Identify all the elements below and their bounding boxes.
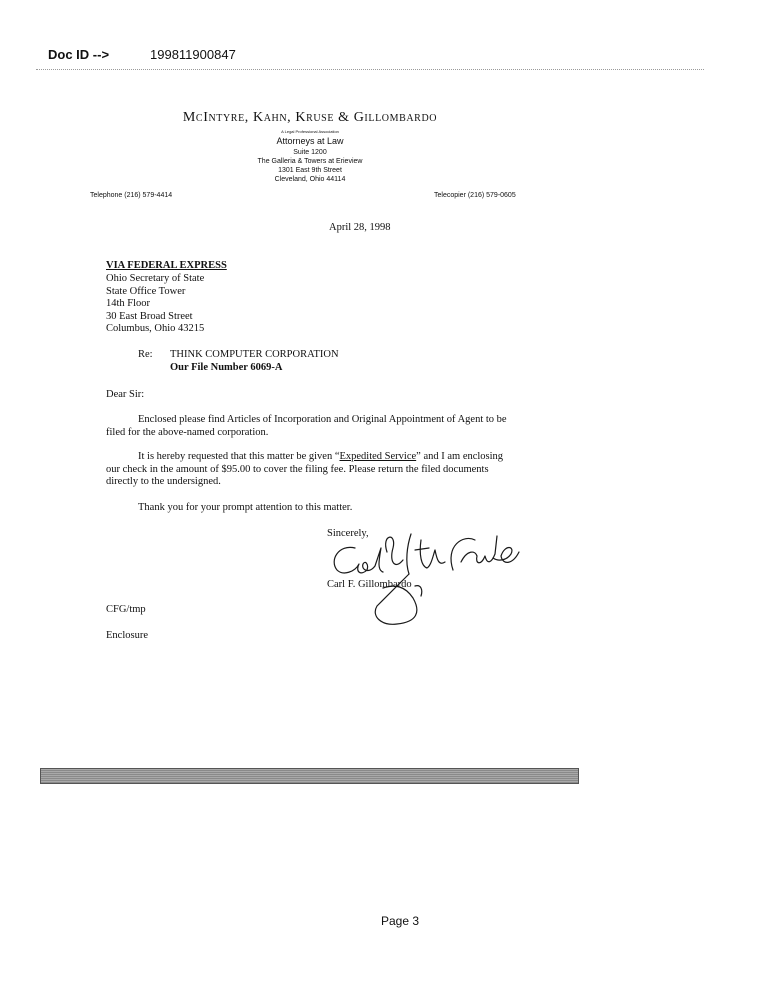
- doc-id-value: 199811900847: [150, 47, 236, 62]
- firm-address-line: The Galleria & Towers at Erieview: [257, 158, 363, 165]
- recipient-line: 30 East Broad Street: [106, 310, 193, 322]
- paragraph-request: [106, 451, 503, 489]
- paragraph-thanks: Thank you for your prompt attention to this matter.: [138, 502, 353, 513]
- recipient-line: Ohio Secretary of State: [106, 273, 205, 284]
- delivery-method: VIA FEDERAL EXPRESS: [106, 260, 227, 271]
- paragraph-text: It is hereby requested that this matter be given “: [138, 451, 340, 462]
- firm-association: A Legal Professional Association: [281, 129, 339, 134]
- paragraph-line: our check in the amount of $95.00 to cover the filing fee. Please return the filed documents: [106, 463, 489, 475]
- re-label: Re:: [138, 349, 153, 360]
- firm-address-line: Cleveland, Ohio 44114: [274, 176, 346, 183]
- recipient-line: 14th Floor: [106, 298, 151, 309]
- redaction-bar: [40, 768, 579, 784]
- paragraph-enclosed: [106, 414, 507, 439]
- firm-name: McIntyre, Kahn, Kruse & Gillombardo: [182, 110, 438, 125]
- recipient-address: [106, 273, 204, 336]
- enclosure-note: Enclosure: [106, 630, 148, 641]
- firm-address-line: Suite 1200: [293, 149, 327, 156]
- expedited-service-text: Expedited Service: [339, 451, 417, 462]
- paragraph-line: directly to the undersigned.: [106, 476, 221, 487]
- re-company: THINK COMPUTER CORPORATION: [170, 349, 339, 360]
- typist-initials: CFG/tmp: [106, 604, 146, 615]
- paragraph-line: Enclosed please find Articles of Incorporation and Original Appointment of Agent to be: [138, 414, 507, 425]
- firm-telecopier: Telecopier (216) 579-0605: [434, 192, 516, 199]
- closing: Sincerely,: [327, 528, 369, 539]
- signer-name: Carl F. Gillombardo: [327, 579, 412, 590]
- re-file-number: Our File Number 6069-A: [170, 362, 283, 373]
- paragraph-line: filed for the above-named corporation.: [106, 426, 269, 438]
- attorneys-at-law: Attorneys at Law: [276, 136, 344, 146]
- doc-id-label: Doc ID -->: [48, 47, 110, 62]
- header-divider: [36, 69, 704, 70]
- firm-telephone: Telephone (216) 579-4414: [90, 192, 173, 199]
- recipient-line: Columbus, Ohio 43215: [106, 323, 205, 334]
- paragraph-line: [106, 451, 503, 464]
- recipient-line: State Office Tower: [106, 285, 186, 297]
- page-number: Page 3: [380, 914, 420, 928]
- paragraph-text: ” and I am enclosing: [416, 451, 504, 462]
- letter-date: April 28, 1998: [329, 222, 391, 233]
- salutation: Dear Sir:: [106, 389, 145, 400]
- firm-address-line: 1301 East 9th Street: [278, 167, 342, 174]
